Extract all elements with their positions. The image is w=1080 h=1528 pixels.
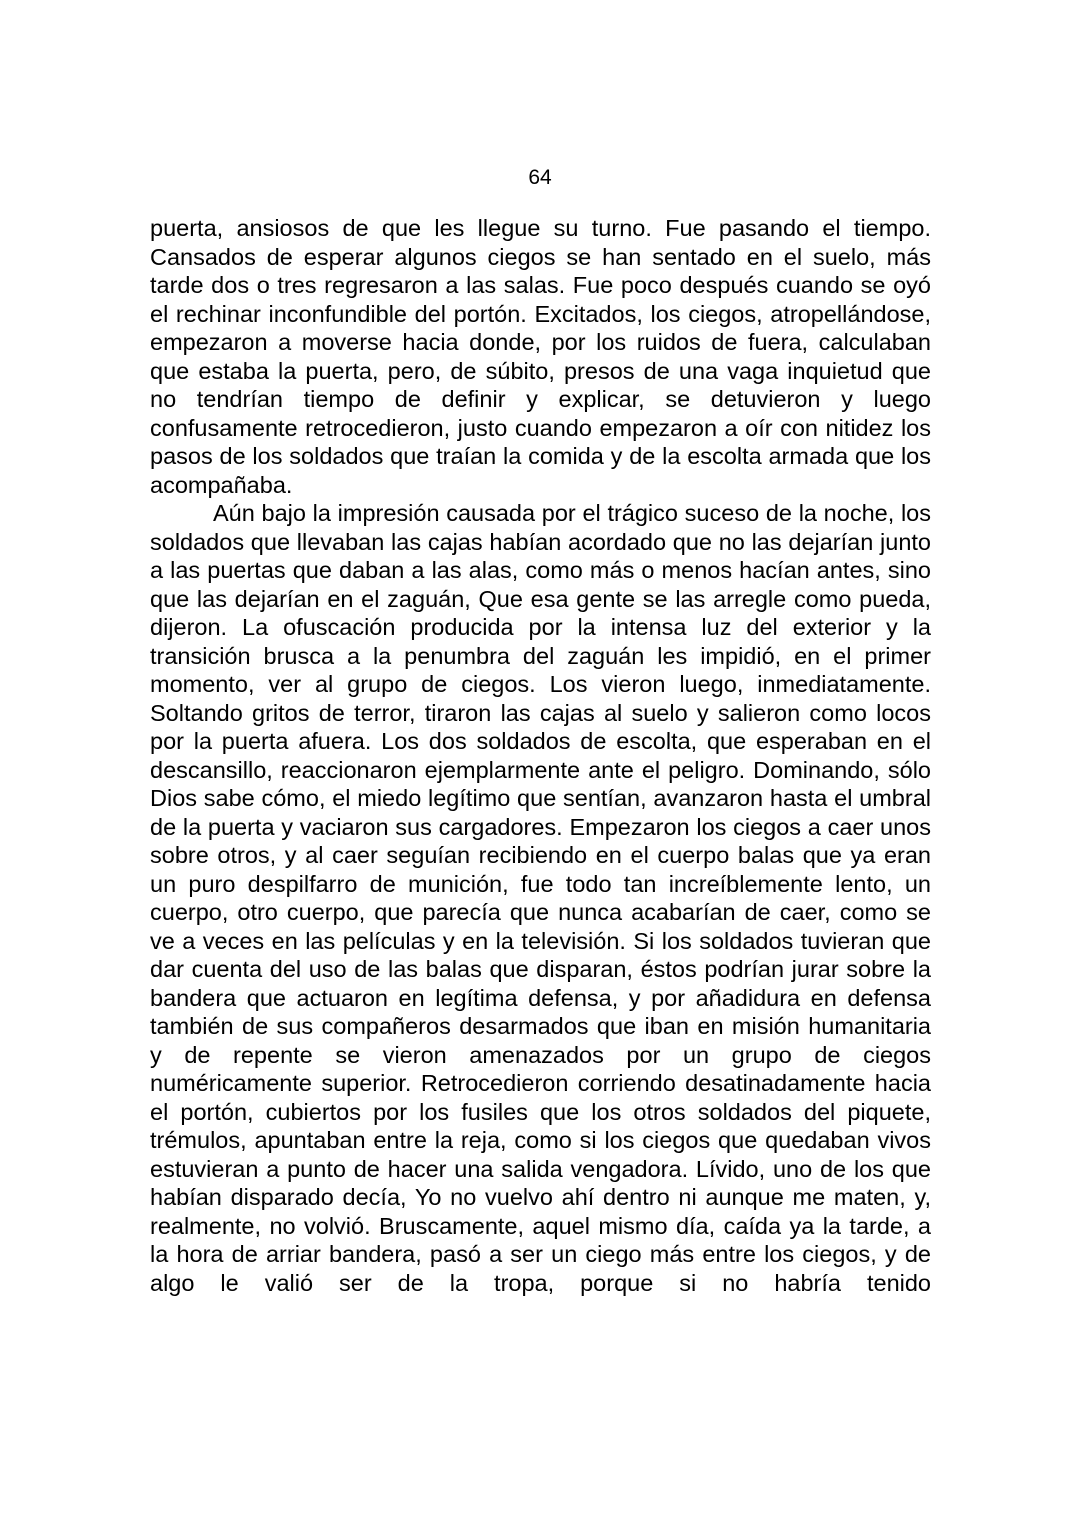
paragraph-2: Aún bajo la impresión causada por el trágico suceso de la noche, los soldados que llevaban las cajas habían acordado que no las dejarían junto a las puertas que daban a las alas, como más o menos hacían antes, sino que las dejarían en el zaguán, Que esa gente se las arregle como pueda, dijeron. La ofuscación producida por la intensa luz del exterior y la transición brusca a la penumbra del zaguán les impidió, en el primer momento, ver al grupo de ciegos. Los vieron luego, inmediatamente. Soltando gritos de terror, tiraron las cajas al suelo y salieron como locos por la puerta afuera. Los dos soldados de escolta, que esperaban en el descansillo, reaccionaron ejemplarmente ante el peligro. Dominando, sólo Dios sabe cómo, el miedo legítimo que sentían, avanzaron hasta el umbral de la puerta y vaciaron sus cargadores. Empezaron los ciegos a caer unos sobre otros, y al caer seguían recibiendo en el cuerpo balas que ya eran un puro despilfarro de munición, fue todo tan increíblemente lento, un cuerpo, otro cuerpo, que parecía que nunca acabarían de caer, como se ve a veces en las películas y en la televisión. Si los soldados tuvieran que dar cuenta del uso de las balas que disparan, éstos podrían jurar sobre la bandera que actuaron en legítima defensa, y por añadidura en defensa también de sus compañeros desarmados que iban en misión humanitaria y de repente se vieron amenazados por un grupo de ciegos numéricamente superior. Retrocedieron corriendo desatinadamente hacia el portón, cubiertos por los fusiles que los otros soldados del piquete, trémulos, apuntaban entre la reja, como si los ciegos que quedaban vivos estuvieran a punto de hacer una salida vengadora. Lívido, uno de los que habían disparado decía, Yo no vuelvo ahí dentro ni aunque me maten, y, realmente, no volvió. Bruscamente, aquel mismo día, caída ya la tarde, a la hora de arriar bandera, pasó a ser un ciego más entre los ciegos, y de algo le valió ser de la tropa, porque si no habría tenido <box>150 500 931 1296</box>
paragraph-1: puerta, ansiosos de que les llegue su turno. Fue pasando el tiempo. Cansados de esperar algunos ciegos se han sentado en el suelo, más tarde dos o tres regresaron a las salas. Fue poco después cuando se oyó el rechinar inconfundible del portón. Excitados, los ciegos, atropellándose, empezaron a moverse hacia donde, por los ruidos de fuera, calculaban que estaba la puerta, pero, de súbito, presos de una vaga inquietud que no tendrían tiempo de definir y explicar, se detuvieron y luego confusamente retrocedieron, justo cuando empezaron a oír con nitidez los pasos de los soldados que traían la comida y de la escolta armada que los acompañaba. <box>150 215 931 498</box>
page-number: 64 <box>528 166 552 189</box>
text-body <box>150 214 931 1297</box>
